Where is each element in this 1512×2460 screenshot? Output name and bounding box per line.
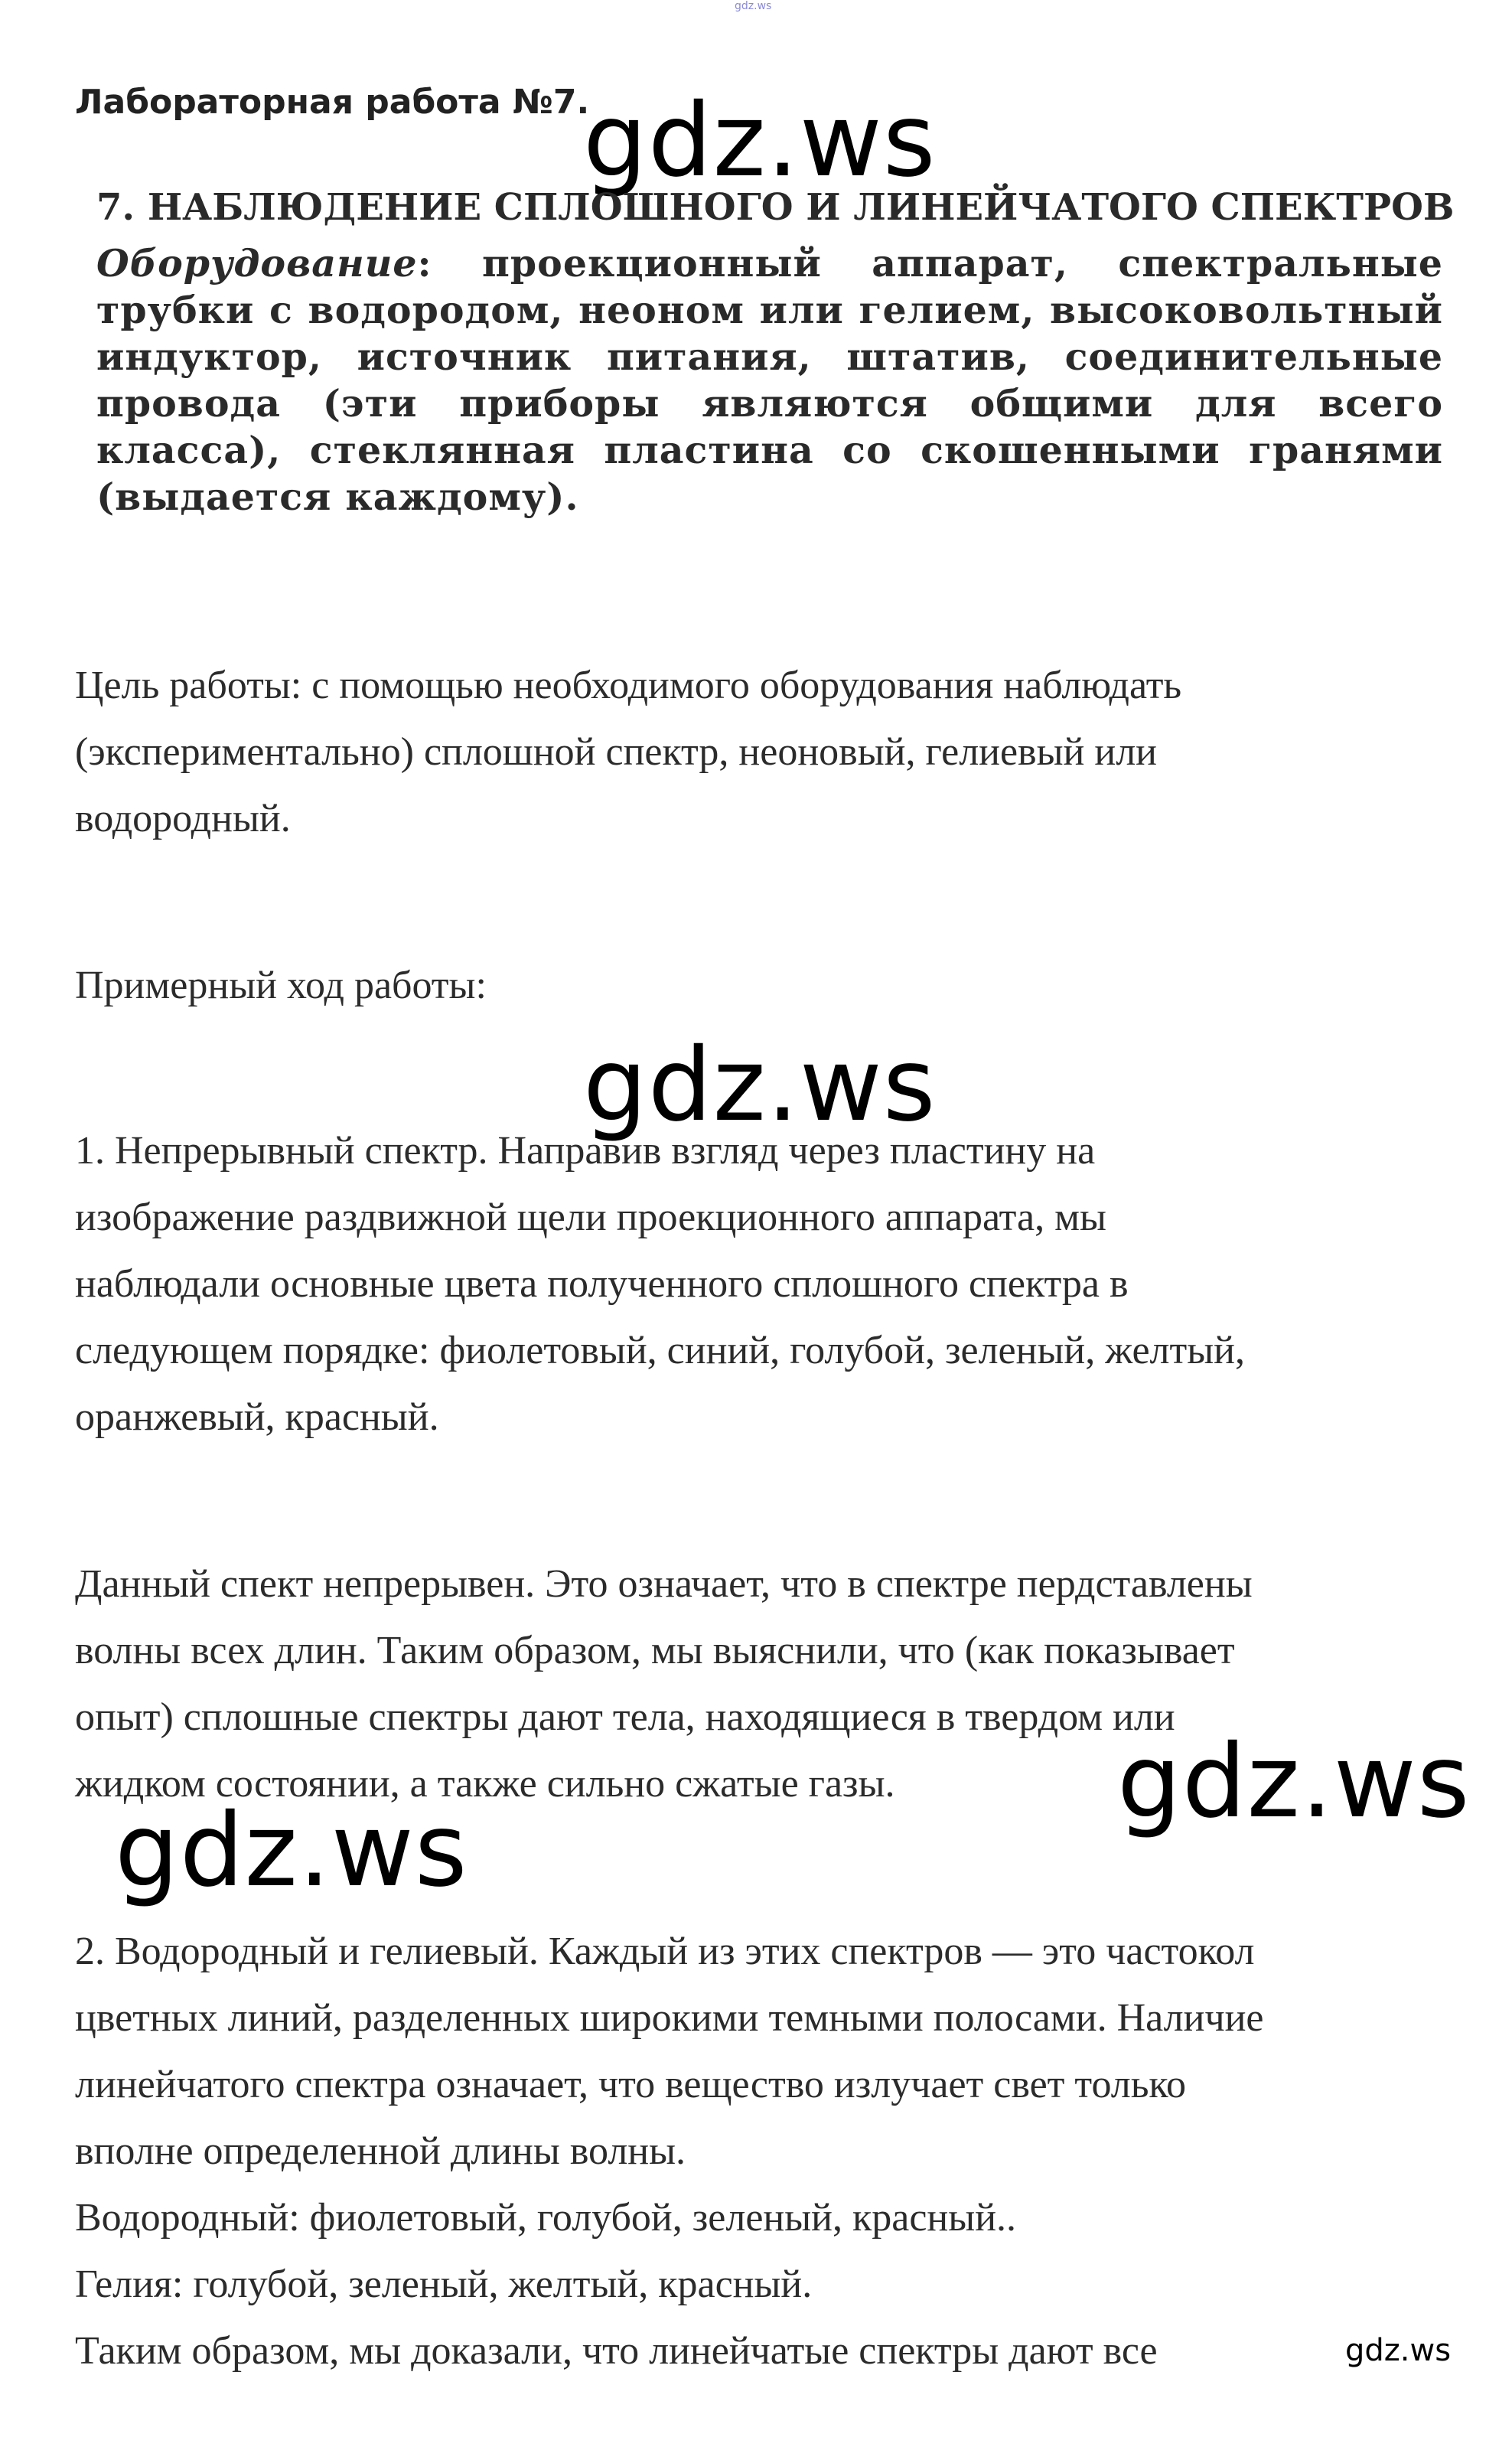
goal-line: водородный. [75,797,291,840]
procedure-label-text: Примерный ход работы: [75,964,487,1007]
watermark-2: gdz.ws [583,1026,937,1144]
footer-watermark: gdz.ws [1345,2333,1452,2368]
watermark-3: gdz.ws [1117,1723,1471,1841]
watermark-4: gdz.ws [115,1792,468,1910]
step1-line: изображение раздвижной щели проекционного аппарата, мы [75,1196,1106,1239]
scan-title: 7. НАБЛЮДЕНИЕ СПЛОШНОГО И ЛИНЕЙЧАТОГО СПЕКТРОВ [96,186,1455,229]
step1-paragraph [75,1117,1452,1450]
step2-line: 2. Водородный и гелиевый. Каждый из этих спектров — это частокол [75,1930,1255,1973]
conclusion1-line: Данный спект непрерывен. Это означает, что в спектре пердставлены [75,1562,1253,1606]
goal-line: Цель работы: с помощью необходимого оборудования наблюдать [75,664,1182,707]
goal-line: (экспериментально) сплошной спектр, неоновый, гелиевый или [75,730,1157,774]
scan-equipment [96,240,1443,520]
step1-line: наблюдали основные цвета полученного сплошного спектра в [75,1262,1129,1306]
step2-line: линейчатого спектра означает, что вещество излучает свет только [75,2063,1187,2106]
conclusion1-line: жидком состоянии, а также сильно сжатые газы. [75,1762,895,1806]
procedure-label [75,952,1452,1019]
lab-heading: Лабораторная работа №7. [75,83,590,122]
step1-line: 1. Непрерывный спектр. Направив взгляд через пластину на [75,1129,1096,1173]
step2-paragraph [75,1918,1452,2384]
equipment-text: : проекционный аппарат, спектральные трубки с водородом, неоном или гелием, высоковольтный индуктор, источник питания, штатив, соединительные провода (эти приборы являются общими для всего класса), стеклянная пластина со скошенными гранями (выдается каждому). [96,241,1443,519]
step2-line: вполне определенной длины волны. [75,2129,686,2173]
step1-line: следующем порядке: фиолетовый, синий, голубой, зеленый, желтый, [75,1329,1245,1372]
step2-line: Водородный: фиолетовый, голубой, зеленый, красный.. [75,2196,1017,2240]
goal-paragraph [75,652,1452,852]
conclusion1-line: опыт) сплошные спектры дают тела, находящиеся в твердом или [75,1695,1175,1739]
top-watermark: gdz.ws [735,0,772,12]
equipment-label: Оборудование [96,241,418,285]
watermark-1: gdz.ws [583,82,937,200]
conclusion1-line: волны всех длин. Таким образом, мы выяснили, что (как показывает [75,1629,1235,1672]
step2-line: Таким образом, мы доказали, что линейчатые спектры дают все [75,2329,1158,2373]
step1-line: оранжевый, красный. [75,1395,439,1439]
textbook-scan [96,181,1455,548]
step2-line: Гелия: голубой, зеленый, желтый, красный. [75,2263,813,2306]
step2-line: цветных линий, разделенных широкими темными полосами. Наличие [75,1996,1264,2040]
